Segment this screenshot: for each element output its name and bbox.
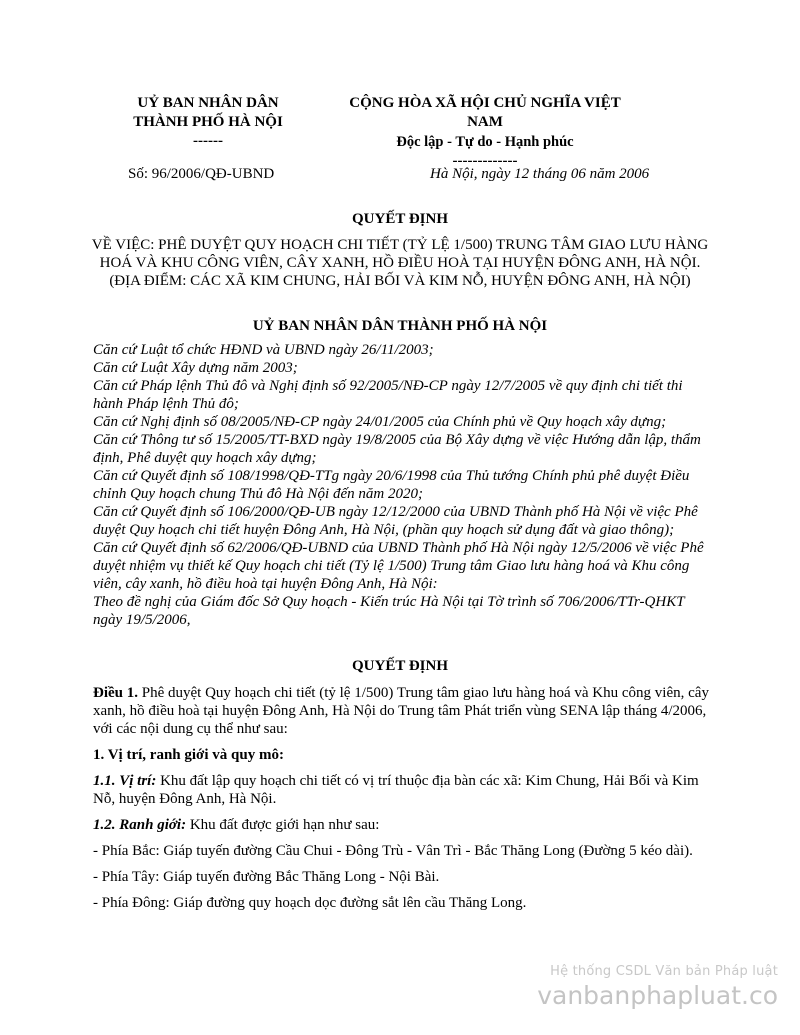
watermark-domain: vanbanphapluat.co	[537, 981, 778, 1010]
legal-basis-item: Căn cứ Quyết định số 108/1998/QĐ-TTg ngày 20/6/1998 của Thủ tướng Chính phủ phê duyệt Điều chỉnh Quy hoạch chung Thủ đô Hà Nội đến năm 2020;	[93, 468, 690, 502]
place-and-date: Hà Nội, ngày 12 tháng 06 năm 2006	[430, 166, 650, 182]
article-1-label: Điều 1.	[93, 685, 138, 701]
national-motto: Độc lập - Tự do - Hạnh phúc	[396, 134, 574, 150]
document-type-title: QUYẾT ĐỊNH	[352, 211, 448, 227]
legal-basis-item: Căn cứ Nghị định số 08/2005/NĐ-CP ngày 24/01/2005 của Chính phủ về Quy hoạch xây dựng;	[93, 414, 667, 430]
boundary-north: - Phía Bắc: Giáp tuyến đường Cầu Chui - Đông Trù - Vân Trì - Bắc Thăng Long (Đường 5 kéo dài).	[93, 843, 693, 859]
section-1-1-text: Khu đất lập quy hoạch chi tiết có vị trí thuộc địa bàn các xã: Kim Chung, Hải Bối và Kim Nỗ, huyện Đông Anh, Hà Nội.	[93, 773, 699, 807]
decision-title: QUYẾT ĐỊNH	[352, 658, 448, 674]
boundary-east: - Phía Đông: Giáp đường quy hoạch dọc đường sắt lên cầu Thăng Long.	[93, 895, 527, 911]
legal-basis-item: Căn cứ Luật Xây dựng năm 2003;	[93, 360, 298, 376]
watermark-caption: Hệ thống CSDL Văn bản Pháp luật	[550, 964, 778, 979]
document-subject: VỀ VIỆC: PHÊ DUYỆT QUY HOẠCH CHI TIẾT (TỶ LỆ 1/500) TRUNG TÂM GIAO LƯU HÀNG HOÁ VÀ KHU CÔNG VIÊN, CÂY XANH, HỒ ĐIỀU HOÀ TẠI HUYỆN ĐÔNG ANH, HÀ NỘI. (ĐỊA ĐIỂM: CÁC XÃ KIM CHUNG, HẢI BỐI VÀ KIM NỖ, HUYỆN ĐÔNG ANH, HÀ NỘI)	[91, 237, 709, 289]
section-1-1-label: 1.1. Vị trí:	[93, 773, 157, 789]
national-motto-header	[330, 94, 640, 171]
section-1-2-text: Khu đất được giới hạn như sau:	[186, 817, 380, 833]
decision-body	[93, 684, 711, 920]
legal-basis-item: Căn cứ Luật tổ chức HĐND và UBND ngày 26/11/2003;	[93, 342, 434, 358]
site-watermark	[537, 964, 778, 1010]
legal-bases	[93, 341, 713, 629]
section-1-2	[93, 816, 711, 834]
document-number: Số: 96/2006/QĐ-UBND	[128, 166, 275, 182]
legal-basis-item: Căn cứ Pháp lệnh Thủ đô và Nghị định số 92/2005/NĐ-CP ngày 12/7/2005 về quy định chi tiết thi hành Pháp lệnh Thủ đô;	[93, 378, 683, 412]
section-1-1	[93, 772, 711, 808]
issuer-title: UỶ BAN NHÂN DÂN THÀNH PHỐ HÀ NỘI	[252, 318, 548, 334]
nation-name-line1: CỘNG HÒA XÃ HỘI CHỦ NGHĨA VIỆT	[349, 95, 621, 111]
nation-name-line2: NAM	[467, 114, 503, 130]
article-1-text: Phê duyệt Quy hoạch chi tiết (tỷ lệ 1/500) Trung tâm giao lưu hàng hoá và Khu công viên, cây xanh, hồ điều hoà tại huyện Đông Anh, Hà Nội do Trung tâm Phát triển vùng SENA lập tháng 4/2006, với các nội dung cụ thể như sau:	[93, 685, 709, 737]
motto-divider: -------------	[452, 153, 518, 169]
legal-basis-item: Căn cứ Quyết định số 106/2000/QĐ-UB ngày 12/12/2000 của UBND Thành phố Hà Nội về việc Phê duyệt Quy hoạch chi tiết huyện Đông Anh, Hà Nội, (phần quy hoạch sử dụng đất và giao thông);	[93, 504, 698, 538]
legal-basis-item: Theo đề nghị của Giám đốc Sở Quy hoạch - Kiến trúc Hà Nội tại Tờ trình số 706/2006/TTr-QHKT ngày 19/5/2006,	[93, 594, 685, 628]
section-1-heading: 1. Vị trí, ranh giới và quy mô:	[93, 747, 284, 763]
article-1	[93, 684, 711, 738]
issuing-body-header	[108, 94, 308, 151]
issuing-body-line1: UỶ BAN NHÂN DÂN	[137, 95, 279, 111]
legal-basis-item: Căn cứ Thông tư số 15/2005/TT-BXD ngày 19/8/2005 của Bộ Xây dựng về việc Hướng dẫn lập, thẩm định, Phê duyệt quy hoạch xây dựng;	[93, 432, 701, 466]
issuing-body-divider: ------	[193, 133, 223, 149]
legal-basis-item: Căn cứ Quyết định số 62/2006/QĐ-UBND của UBND Thành phố Hà Nội ngày 12/5/2006 về việc Phê duyệt nhiệm vụ thiết kế Quy hoạch chi tiết (Tỷ lệ 1/500) Trung tâm Giao lưu hàng hoá và Khu công viên, cây xanh, hồ điều hoà tại huyện Đông Anh, Hà Nội:	[93, 540, 704, 592]
boundary-west: - Phía Tây: Giáp tuyến đường Bắc Thăng Long - Nội Bài.	[93, 869, 440, 885]
section-1-2-label: 1.2. Ranh giới:	[93, 817, 187, 833]
issuing-body-line2: THÀNH PHỐ HÀ NỘI	[133, 114, 283, 130]
